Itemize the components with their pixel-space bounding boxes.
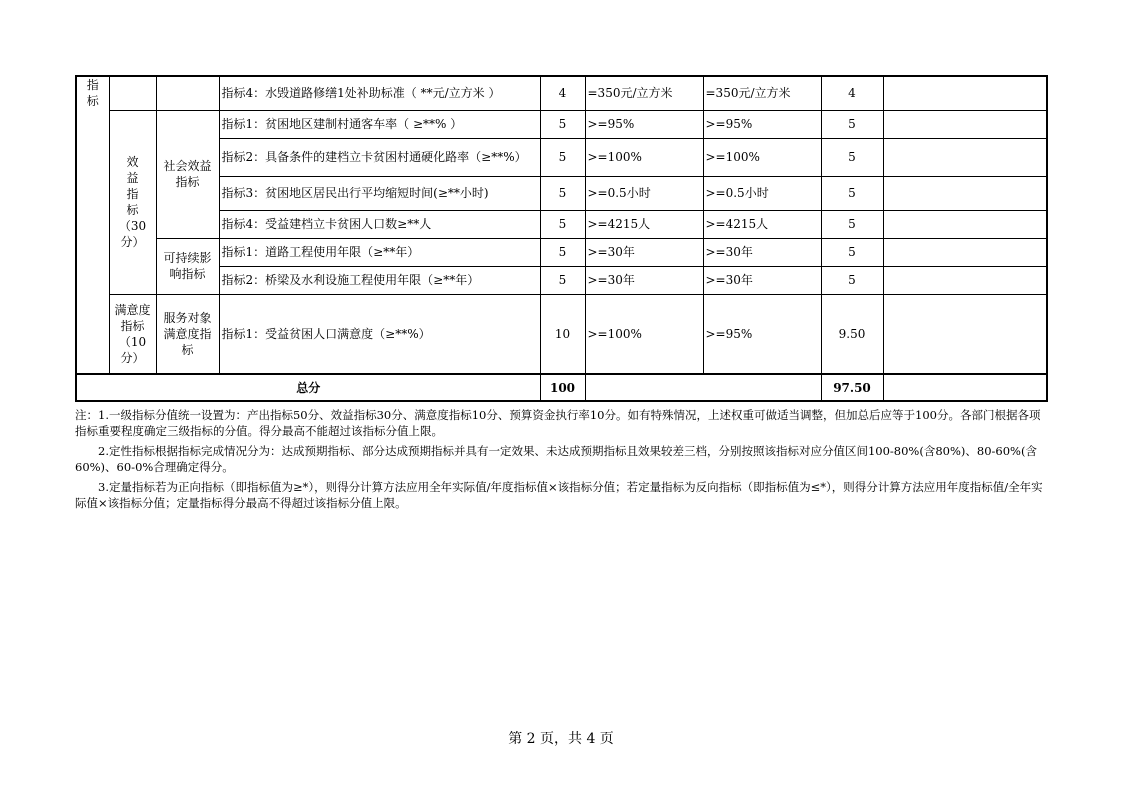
weight-cell: 5 xyxy=(540,266,585,294)
indicator-cell: 指标2：具备条件的建档立卡贫困村通硬化路率（≥**%） xyxy=(219,138,540,176)
total-label: 总分 xyxy=(76,374,540,401)
score-cell: 5 xyxy=(821,176,883,210)
remark-cell xyxy=(883,176,1047,210)
weight-cell: 5 xyxy=(540,176,585,210)
total-score: 97.50 xyxy=(821,374,883,401)
weight-cell: 5 xyxy=(540,238,585,266)
score-cell: 5 xyxy=(821,238,883,266)
target-cell: >=95% xyxy=(585,110,703,138)
table-row xyxy=(76,110,1047,138)
performance-table xyxy=(75,75,1048,402)
actual-cell: >=95% xyxy=(703,110,821,138)
target-cell: >=4215人 xyxy=(585,210,703,238)
indicator-cell: 指标3：贫困地区居民出行平均缩短时间(≥**小时) xyxy=(219,176,540,210)
notes xyxy=(75,407,1047,515)
score-cell: 5 xyxy=(821,110,883,138)
remark-cell xyxy=(883,238,1047,266)
actual-cell: >=0.5小时 xyxy=(703,176,821,210)
score-cell: 5 xyxy=(821,210,883,238)
indicator-cell: 指标4：受益建档立卡贫困人口数≥**人 xyxy=(219,210,540,238)
actual-cell: =350元/立方米 xyxy=(703,76,821,110)
remark-cell xyxy=(883,138,1047,176)
social-benefit-label: 社会效益 指标 xyxy=(156,110,219,238)
satisfaction-category-label: 满意度 指标 （10分） xyxy=(109,294,156,374)
note-1: 注：1.一级指标分值统一设置为：产出指标50分、效益指标30分、满意度指标10分、预算资金执行率10分。如有特殊情况，上述权重可做适当调整，但加总后应等于100分。各部门根据各项指标重要程度确定三级指标的分值。得分最高不能超过该指标分值上限。 xyxy=(75,408,1041,438)
actual-cell: >=95% xyxy=(703,294,821,374)
remark-cell xyxy=(883,210,1047,238)
table-row xyxy=(76,294,1047,374)
actual-cell: >=30年 xyxy=(703,238,821,266)
score-cell: 5 xyxy=(821,138,883,176)
target-cell: >=100% xyxy=(585,294,703,374)
left-category-label: 指 标 xyxy=(76,76,109,374)
benefit-category-label: 效 益 指 标 （30分） xyxy=(109,110,156,294)
weight-cell: 5 xyxy=(540,210,585,238)
empty-cell xyxy=(585,374,821,401)
weight-cell: 4 xyxy=(540,76,585,110)
score-cell: 5 xyxy=(821,266,883,294)
note-3: 3.定量指标若为正向指标（即指标值为≥*），则得分计算方法应用全年实际值/年度指标值×该指标分值；若定量指标为反向指标（即指标值为≤*），则得分计算方法应用年度指标值/全年实际值×该指标分值；定量指标得分最高不得超过该指标分值上限。 xyxy=(75,480,1043,510)
empty-cell xyxy=(109,76,156,110)
table-row xyxy=(76,176,1047,210)
indicator-cell: 指标1：贫困地区建制村通客车率（ ≥**% ） xyxy=(219,110,540,138)
remark-cell xyxy=(883,294,1047,374)
target-cell: >=0.5小时 xyxy=(585,176,703,210)
sustainability-label: 可持续影 响指标 xyxy=(156,238,219,294)
remark-cell xyxy=(883,110,1047,138)
note-2: 2.定性指标根据指标完成情况分为：达成预期指标、部分达成预期指标并具有一定效果、未达成预期指标且效果较差三档，分别按照该指标对应分值区间100-80%(含80%)、80-60%(含60%)、60-0%合理确定得分。 xyxy=(75,444,1037,474)
score-cell: 9.50 xyxy=(821,294,883,374)
indicator-cell: 指标2：桥梁及水利设施工程使用年限（≥**年） xyxy=(219,266,540,294)
total-row xyxy=(76,374,1047,401)
table-row xyxy=(76,76,1047,110)
indicator-cell: 指标1：受益贫困人口满意度（≥**%） xyxy=(219,294,540,374)
score-cell: 4 xyxy=(821,76,883,110)
table-row xyxy=(76,210,1047,238)
target-cell: >=100% xyxy=(585,138,703,176)
actual-cell: >=30年 xyxy=(703,266,821,294)
remark-cell xyxy=(883,266,1047,294)
weight-cell: 10 xyxy=(540,294,585,374)
table-row xyxy=(76,238,1047,266)
indicator-cell: 指标1：道路工程使用年限（≥**年） xyxy=(219,238,540,266)
empty-cell xyxy=(883,374,1047,401)
empty-cell xyxy=(156,76,219,110)
table-row xyxy=(76,266,1047,294)
page-footer: 第 2 页，共 4 页 xyxy=(508,731,614,747)
table-row xyxy=(76,138,1047,176)
indicator-cell: 指标4：水毁道路修缮1处补助标准（ **元/立方米 ） xyxy=(219,76,540,110)
weight-cell: 5 xyxy=(540,138,585,176)
actual-cell: >=4215人 xyxy=(703,210,821,238)
remark-cell xyxy=(883,76,1047,110)
weight-cell: 5 xyxy=(540,110,585,138)
total-weight: 100 xyxy=(540,374,585,401)
target-cell: >=30年 xyxy=(585,266,703,294)
target-cell: >=30年 xyxy=(585,238,703,266)
service-satisfaction-label: 服务对象 满意度指 标 xyxy=(156,294,219,374)
actual-cell: >=100% xyxy=(703,138,821,176)
target-cell: =350元/立方米 xyxy=(585,76,703,110)
